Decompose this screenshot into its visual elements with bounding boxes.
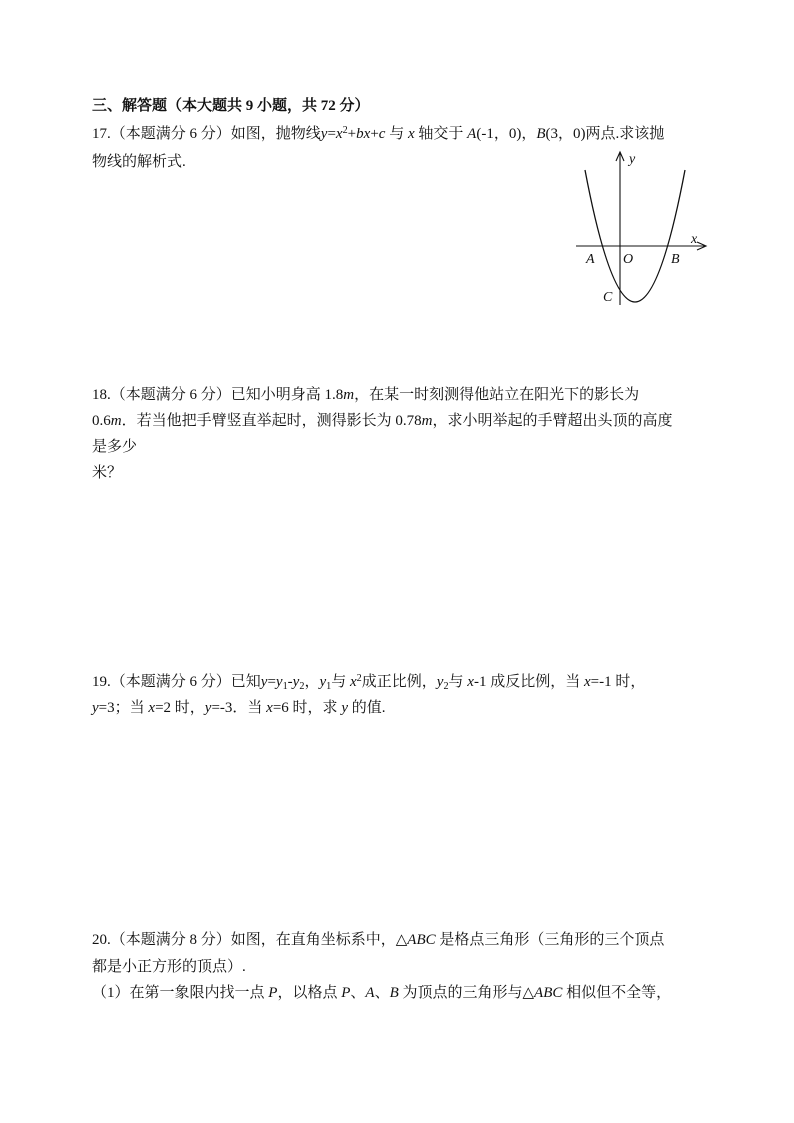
parabola-figure <box>568 148 713 310</box>
text-line <box>92 120 712 148</box>
text-run: 17.（本题满分 6 分）如图，抛物线 <box>92 126 321 142</box>
math-subscript: 1 <box>326 681 332 693</box>
math-variable: y <box>319 674 327 690</box>
math-variable: y <box>292 674 300 690</box>
text-run: = <box>327 126 336 142</box>
text-run: 、 <box>374 985 390 1001</box>
text-run: =6 时，求 <box>272 700 342 716</box>
text-line <box>92 695 712 721</box>
text-run: =3；当 <box>98 700 149 716</box>
math-variable: y <box>92 700 99 716</box>
math-variable: c <box>378 126 386 142</box>
question-19 <box>92 669 712 721</box>
question-20 <box>92 927 712 1007</box>
math-variable: x <box>583 674 591 690</box>
text-run: 、 <box>350 985 366 1001</box>
math-variable: P <box>341 985 351 1001</box>
math-variable: x <box>148 700 156 716</box>
text-run: + <box>347 126 357 142</box>
text-run: = <box>267 674 276 690</box>
math-superscript: 2 <box>356 672 362 684</box>
parabola-curve <box>585 170 685 302</box>
math-variable: x <box>349 674 357 690</box>
text-line <box>92 927 712 954</box>
math-variable: P <box>268 985 278 1001</box>
point-a-label: A <box>586 252 595 267</box>
math-variable: B <box>536 126 546 142</box>
math-variable: y <box>275 674 283 690</box>
math-variable: x <box>335 126 343 142</box>
text-run: 都是小正方形的顶点）. <box>92 958 246 975</box>
origin-label: O <box>623 252 634 267</box>
text-run: (-1，0)， <box>476 126 537 142</box>
text-run: 为顶点的三角形与△ <box>398 985 535 1001</box>
text-run: 与 <box>448 674 468 690</box>
math-variable: y <box>341 700 348 716</box>
text-line <box>92 954 712 981</box>
text-run: 18.（本题满分 6 分）已知小明身高 1.8 <box>92 387 344 403</box>
text-line <box>92 980 712 1007</box>
text-run: 的值. <box>347 700 386 716</box>
math-variable: y <box>320 126 328 142</box>
text-run: =-3．当 <box>211 700 267 716</box>
text-run: 0.6 <box>92 413 111 429</box>
math-variable: m <box>343 387 355 403</box>
text-line <box>92 460 712 486</box>
text-run: 米？ <box>92 465 123 481</box>
text-line <box>92 382 712 408</box>
math-variable: ABC <box>534 985 563 1001</box>
math-variable: m <box>421 413 433 429</box>
text-line <box>92 669 712 695</box>
text-run: ，以格点 <box>277 985 342 1001</box>
text-run: ， <box>304 674 320 690</box>
x-axis-label: x <box>691 232 698 247</box>
math-subscript: 2 <box>299 681 305 693</box>
text-run: + <box>370 126 379 142</box>
section-heading: 三、解答题（本大题共 9 小题，共 72 分） <box>92 98 370 114</box>
text-run: -1 成反比例，当 <box>473 674 584 690</box>
text-run: 是格点三角形（三角形的三个顶点 <box>435 932 665 948</box>
text-run: - <box>287 674 293 690</box>
text-run: ，在某一时刻测得他站立在阳光下的影长为 <box>354 387 640 403</box>
math-variable: y <box>204 700 212 716</box>
text-run: 轴交于 <box>414 126 468 142</box>
text-run: =2 时， <box>155 700 205 716</box>
math-variable: ABC <box>407 932 436 948</box>
math-variable: B <box>389 985 399 1001</box>
point-c-label: C <box>603 290 613 305</box>
math-superscript: 2 <box>342 124 348 136</box>
math-variable: bx <box>356 126 371 142</box>
math-variable: x <box>266 700 273 716</box>
text-run: ．若当他把手臂竖直举起时，测得影长为 0.78 <box>121 413 422 429</box>
math-subscript: 1 <box>282 681 288 693</box>
text-run: 相似但不全等， <box>562 985 672 1001</box>
text-line <box>92 434 712 460</box>
question-18 <box>92 382 712 486</box>
text-run: 20.（本题满分 8 分）如图，在直角坐标系中，△ <box>92 932 408 948</box>
text-run: 19.（本题满分 6 分）已知 <box>92 674 261 690</box>
math-variable: A <box>467 126 477 142</box>
text-run: 成正比例， <box>361 674 437 690</box>
math-variable: A <box>365 985 375 1001</box>
text-run: ，求小明举起的手臂超出头顶的高度 <box>432 413 673 429</box>
text-line <box>92 408 712 434</box>
text-run: 与 <box>331 674 350 690</box>
math-variable: x <box>467 674 474 690</box>
math-variable: y <box>436 674 444 690</box>
math-variable: y <box>260 674 268 690</box>
text-run: （1）在第一象限内找一点 <box>92 985 269 1001</box>
y-axis-label: y <box>629 152 636 167</box>
text-run: 与 <box>385 126 408 142</box>
text-run: (3，0)两点.求该抛 <box>545 126 665 142</box>
math-subscript: 2 <box>443 681 449 693</box>
point-b-label: B <box>671 252 680 267</box>
text-run: =-1 时， <box>590 674 646 690</box>
text-run: 物线的解析式. <box>92 154 186 170</box>
math-variable: x <box>407 126 415 142</box>
text-run: 是多少 <box>92 439 138 455</box>
math-variable: m <box>110 413 122 429</box>
